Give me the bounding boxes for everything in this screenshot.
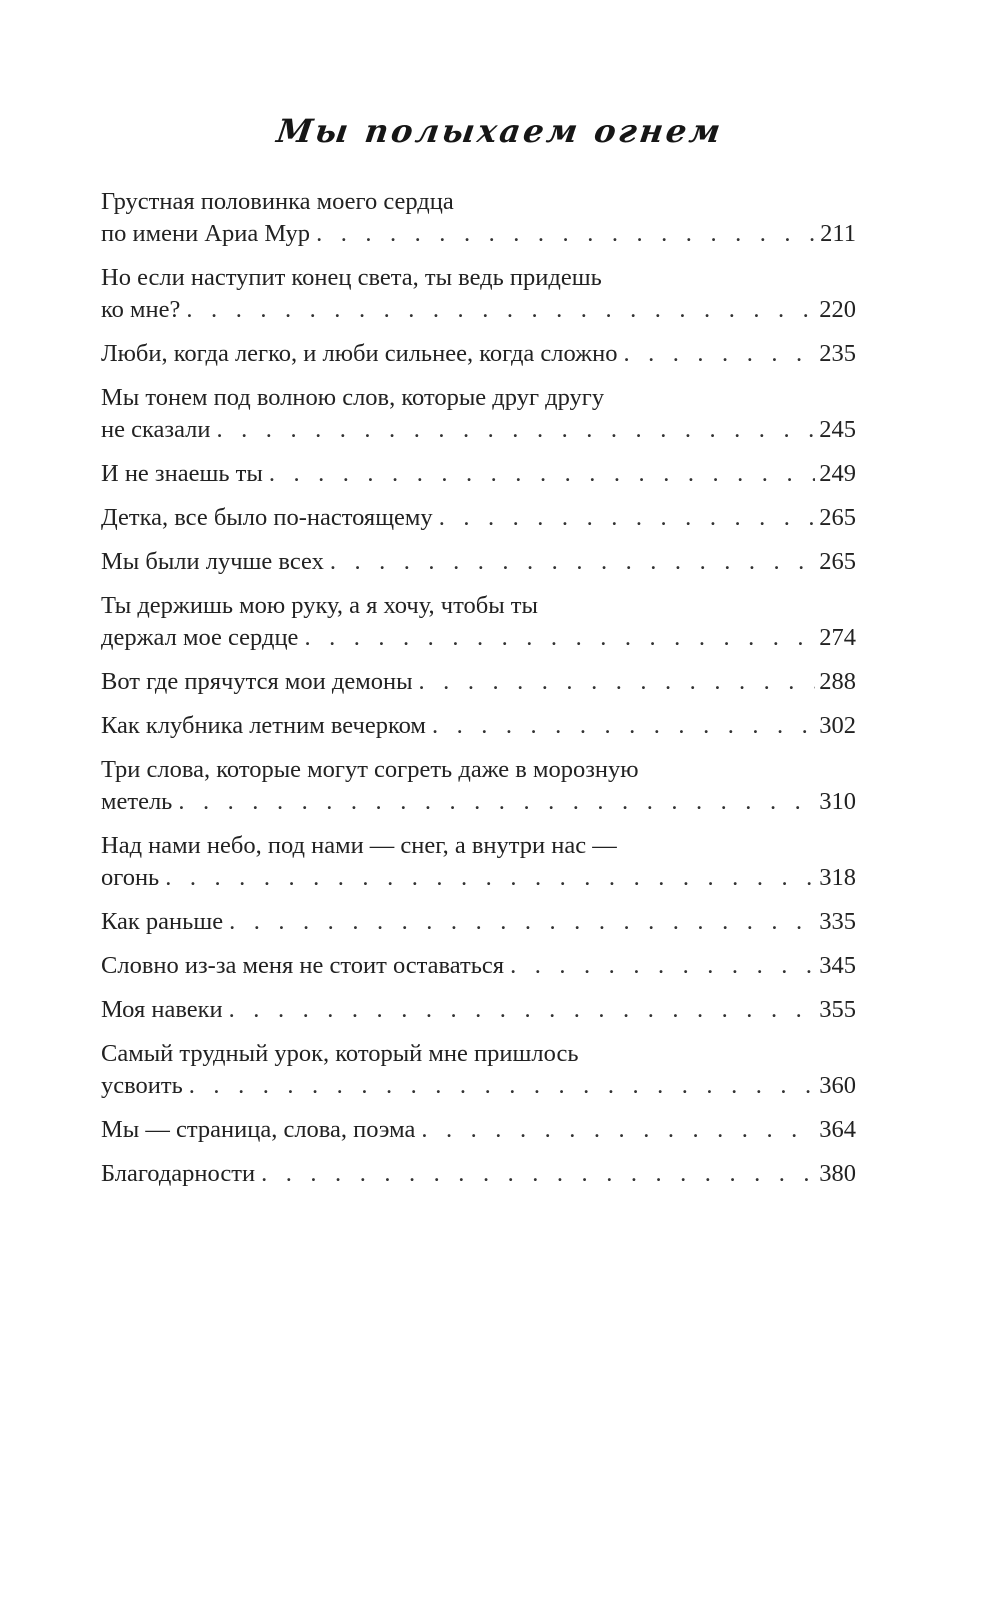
page-number: 302 (819, 712, 856, 739)
page-number: 220 (819, 296, 856, 323)
entry-title-line: Мы тонем под волною слов, которые друг другу (101, 384, 605, 411)
entry-title-line: Мы были лучше всех (101, 548, 324, 575)
entry-title-line: Детка, все было по-настоящему (101, 504, 433, 531)
entry-title-line: И не знаешь ты (101, 460, 263, 487)
page-number: 249 (819, 460, 856, 487)
entry-title-line: усвоить (101, 1072, 183, 1099)
dot-leader (316, 218, 816, 250)
toc-entry[interactable] (101, 382, 856, 446)
entry-title-line: Моя навеки (101, 996, 223, 1023)
entry-title-line: Три слова, которые могут согреть даже в морозную (101, 756, 639, 783)
toc-entry[interactable] (101, 262, 856, 326)
entry-title-line: Над нами небо, под нами — снег, а внутри нас — (101, 832, 617, 859)
toc-entry[interactable] (101, 338, 856, 370)
entry-title-line: метель (101, 788, 173, 815)
page-number: 288 (819, 668, 856, 695)
page-number: 364 (819, 1116, 856, 1143)
toc-entry[interactable] (101, 590, 856, 654)
toc-entry[interactable] (101, 950, 856, 982)
dot-leader (269, 458, 815, 490)
entry-title-line: Вот где прячутся мои демоны (101, 668, 413, 695)
toc-entry[interactable] (101, 1158, 856, 1190)
toc-entry[interactable] (101, 906, 856, 938)
page-number: 335 (819, 908, 856, 935)
dot-leader (261, 1158, 815, 1190)
dot-leader (623, 338, 815, 370)
page-number: 360 (819, 1072, 856, 1099)
page-number: 345 (819, 952, 856, 979)
entry-title-line: Ты держишь мою руку, а я хочу, чтобы ты (101, 592, 538, 619)
entry-title-line: Мы — страница, слова, поэма (101, 1116, 416, 1143)
entry-title-line: Как раньше (101, 908, 224, 935)
toc-entry[interactable] (101, 754, 856, 818)
entry-title-line: Люби, когда легко, и люби сильнее, когда сложно (101, 340, 618, 367)
toc-entry[interactable] (101, 710, 856, 742)
dot-leader (421, 1114, 815, 1146)
dot-leader (439, 502, 816, 534)
toc-entry[interactable] (101, 502, 856, 534)
entry-title-line: не сказали (101, 416, 211, 443)
dot-leader (419, 666, 816, 698)
page-number: 380 (819, 1160, 856, 1187)
page-number: 318 (819, 864, 856, 891)
page-number: 235 (819, 340, 856, 367)
entry-title-line: Самый трудный урок, который мне пришлось (101, 1040, 579, 1067)
entry-title-line: огонь (101, 864, 160, 891)
table-of-contents (101, 186, 856, 1202)
toc-entry[interactable] (101, 546, 856, 578)
entry-title-line: ко мне? (101, 296, 181, 323)
toc-entry[interactable] (101, 186, 856, 250)
dot-leader (178, 786, 815, 818)
entry-title-line: Но если наступит конец света, ты ведь придешь (101, 264, 602, 291)
dot-leader (330, 546, 815, 578)
page-number: 211 (820, 220, 856, 247)
page-number: 310 (819, 788, 856, 815)
dot-leader (217, 414, 816, 446)
entry-title-line: Благодарности (101, 1160, 256, 1187)
dot-leader (510, 950, 815, 982)
dot-leader (229, 994, 816, 1026)
toc-entry[interactable] (101, 666, 856, 698)
dot-leader (432, 710, 815, 742)
dot-leader (229, 906, 815, 938)
dot-leader (165, 862, 815, 894)
entry-title-line: Грустная половинка моего сердца (101, 188, 454, 215)
entry-title-line: держал мое сердце (101, 624, 299, 651)
toc-entry[interactable] (101, 1038, 856, 1102)
entry-title-line: Словно из-за меня не стоит оставаться (101, 952, 505, 979)
page-number: 355 (819, 996, 856, 1023)
entry-title-line: по имени Ариа Мур (101, 220, 311, 247)
toc-entry[interactable] (101, 830, 856, 894)
section-title: Мы полыхаем огнем (274, 112, 726, 150)
dot-leader (186, 294, 815, 326)
dot-leader (189, 1070, 815, 1102)
dot-leader (304, 622, 815, 654)
toc-entry[interactable] (101, 458, 856, 490)
page-number: 245 (819, 416, 856, 443)
entry-title-line: Как клубника летним вечерком (101, 712, 426, 739)
page-number: 265 (819, 548, 856, 575)
toc-entry[interactable] (101, 1114, 856, 1146)
page-number: 265 (819, 504, 856, 531)
page-number: 274 (819, 624, 856, 651)
toc-entry[interactable] (101, 994, 856, 1026)
